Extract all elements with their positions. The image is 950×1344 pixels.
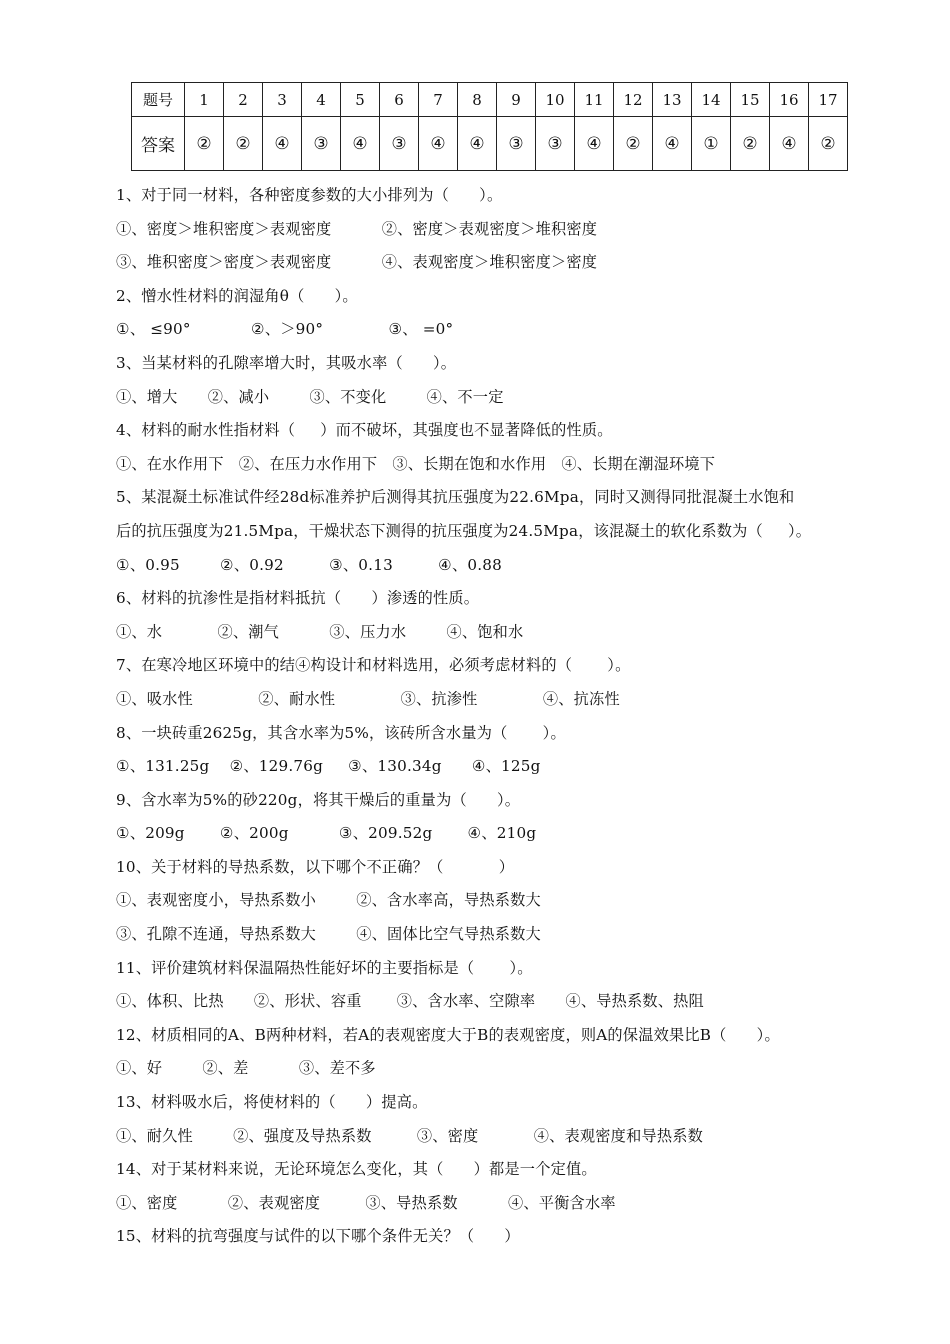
text-line: 11、评价建筑材料保温隔热性能好坏的主要指标是（ ）。 xyxy=(116,958,533,977)
answer-cell: ③ xyxy=(380,117,419,171)
text-line: ①、密度 ②、表观密度 ③、导热系数 ④、平衡含水率 xyxy=(116,1193,616,1212)
answer-cell: ② xyxy=(224,117,263,171)
question-number-cell: 14 xyxy=(692,83,731,117)
text-line: ①、吸水性 ②、耐水性 ③、抗渗性 ④、抗冻性 xyxy=(116,689,620,708)
text-line: ①、209g ②、200g ③、209.52g ④、210g xyxy=(116,824,537,843)
text-line: ①、密度＞堆积密度＞表观密度 ②、密度＞表观密度＞堆积密度 xyxy=(116,219,598,238)
text-line: 12、材质相同的A、B两种材料，若A的表观密度大于B的表观密度，则A的保温效果比B（ ）。 xyxy=(116,1025,780,1044)
question-number-cell: 15 xyxy=(731,83,770,117)
row-label: 题号 xyxy=(132,83,185,117)
answer-cell: ③ xyxy=(536,117,575,171)
text-line: ①、增大 ②、减小 ③、不变化 ④、不一定 xyxy=(116,387,504,406)
text-line: 15、材料的抗弯强度与试件的以下哪个条件无关？（ ） xyxy=(116,1227,520,1246)
question-number-cell: 12 xyxy=(614,83,653,117)
question-number-cell: 5 xyxy=(341,83,380,117)
question-number-row xyxy=(132,83,848,117)
answer-cell: ④ xyxy=(458,117,497,171)
question-number-cell: 7 xyxy=(419,83,458,117)
question-number-cell: 16 xyxy=(770,83,809,117)
text-line: ①、表观密度小，导热系数小 ②、含水率高，导热系数大 xyxy=(116,891,541,910)
answer-cell: ④ xyxy=(263,117,302,171)
text-line: ①、131.25g ②、129.76g ③、130.34g ④、125g xyxy=(116,757,541,776)
question-number-cell: 2 xyxy=(224,83,263,117)
answer-cell: ④ xyxy=(770,117,809,171)
answer-row xyxy=(132,117,848,171)
question-number-cell: 1 xyxy=(185,83,224,117)
answer-cell: ④ xyxy=(653,117,692,171)
question-number-cell: 10 xyxy=(536,83,575,117)
text-line: 后的抗压强度为21.5Mpa，干燥状态下测得的抗压强度为24.5Mpa，该混凝土的软化系数为（ ）。 xyxy=(116,521,812,540)
text-line: ①、 ≤90° ②、＞90° ③、 =0° xyxy=(116,320,454,339)
text-line: ①、体积、比热 ②、形状、容重 ③、含水率、空隙率 ④、导热系数、热阻 xyxy=(116,992,704,1011)
question-number-cell: 8 xyxy=(458,83,497,117)
text-line: 3、当某材料的孔隙率增大时，其吸水率（ ）。 xyxy=(116,353,457,372)
text-line: 5、某混凝土标准试件经28d标准养护后测得其抗压强度为22.6Mpa，同时又测得同批混凝土水饱和 xyxy=(116,488,795,507)
answer-cell: ④ xyxy=(341,117,380,171)
answer-table xyxy=(131,82,848,171)
answer-cell: ② xyxy=(185,117,224,171)
text-line: 8、一块砖重2625g，其含水率为5%，该砖所含水量为（ ）。 xyxy=(116,723,566,742)
answer-cell: ④ xyxy=(575,117,614,171)
text-line: ①、耐久性 ②、强度及导热系数 ③、密度 ④、表观密度和导热系数 xyxy=(116,1126,704,1145)
question-number-cell: 9 xyxy=(497,83,536,117)
question-number-cell: 3 xyxy=(263,83,302,117)
text-line: 6、材料的抗渗性是指材料抵抗（ ）渗透的性质。 xyxy=(116,589,480,608)
answer-cell: ② xyxy=(614,117,653,171)
text-line: 13、材料吸水后，将使材料的（ ）提高。 xyxy=(116,1093,428,1112)
text-line: 2、憎水性材料的润湿角θ（ ）。 xyxy=(116,286,358,305)
question-number-cell: 6 xyxy=(380,83,419,117)
text-line: ③、堆积密度＞密度＞表观密度 ④、表观密度＞堆积密度＞密度 xyxy=(116,253,598,272)
text-line: 1、对于同一材料，各种密度参数的大小排列为（ ）。 xyxy=(116,186,503,204)
text-line: ③、孔隙不连通，导热系数大 ④、固体比空气导热系数大 xyxy=(116,925,541,944)
question-number-cell: 4 xyxy=(302,83,341,117)
text-line: 7、在寒冷地区环境中的结④构设计和材料选用，必须考虑材料的（ ）。 xyxy=(116,656,631,675)
answer-cell: ③ xyxy=(302,117,341,171)
text-line: ①、水 ②、潮气 ③、压力水 ④、饱和水 xyxy=(116,622,524,641)
question-number-cell: 13 xyxy=(653,83,692,117)
answer-cell: ④ xyxy=(419,117,458,171)
answer-cell: ② xyxy=(809,117,848,171)
answer-cell: ① xyxy=(692,117,731,171)
text-line: ①、0.95 ②、0.92 ③、0.13 ④、0.88 xyxy=(116,555,502,574)
text-line: 4、材料的耐水性指材料（ ）而不破坏，其强度也不显著降低的性质。 xyxy=(116,421,613,440)
text-line: 10、关于材料的导热系数，以下哪个不正确？（ ） xyxy=(116,857,515,876)
answer-cell: ② xyxy=(731,117,770,171)
answer-label: 答案 xyxy=(132,117,185,171)
text-line: ①、好 ②、差 ③、差不多 xyxy=(116,1059,376,1078)
question-number-cell: 17 xyxy=(809,83,848,117)
text-line: 9、含水率为5%的砂220g，将其干燥后的重量为（ ）。 xyxy=(116,790,521,809)
answer-cell: ③ xyxy=(497,117,536,171)
question-number-cell: 11 xyxy=(575,83,614,117)
question-list xyxy=(116,179,950,1254)
text-line: 14、对于某材料来说，无论环境怎么变化，其（ ）都是一个定值。 xyxy=(116,1160,597,1179)
text-line: ①、在水作用下 ②、在压力水作用下 ③、长期在饱和水作用 ④、长期在潮湿环境下 xyxy=(116,454,716,473)
